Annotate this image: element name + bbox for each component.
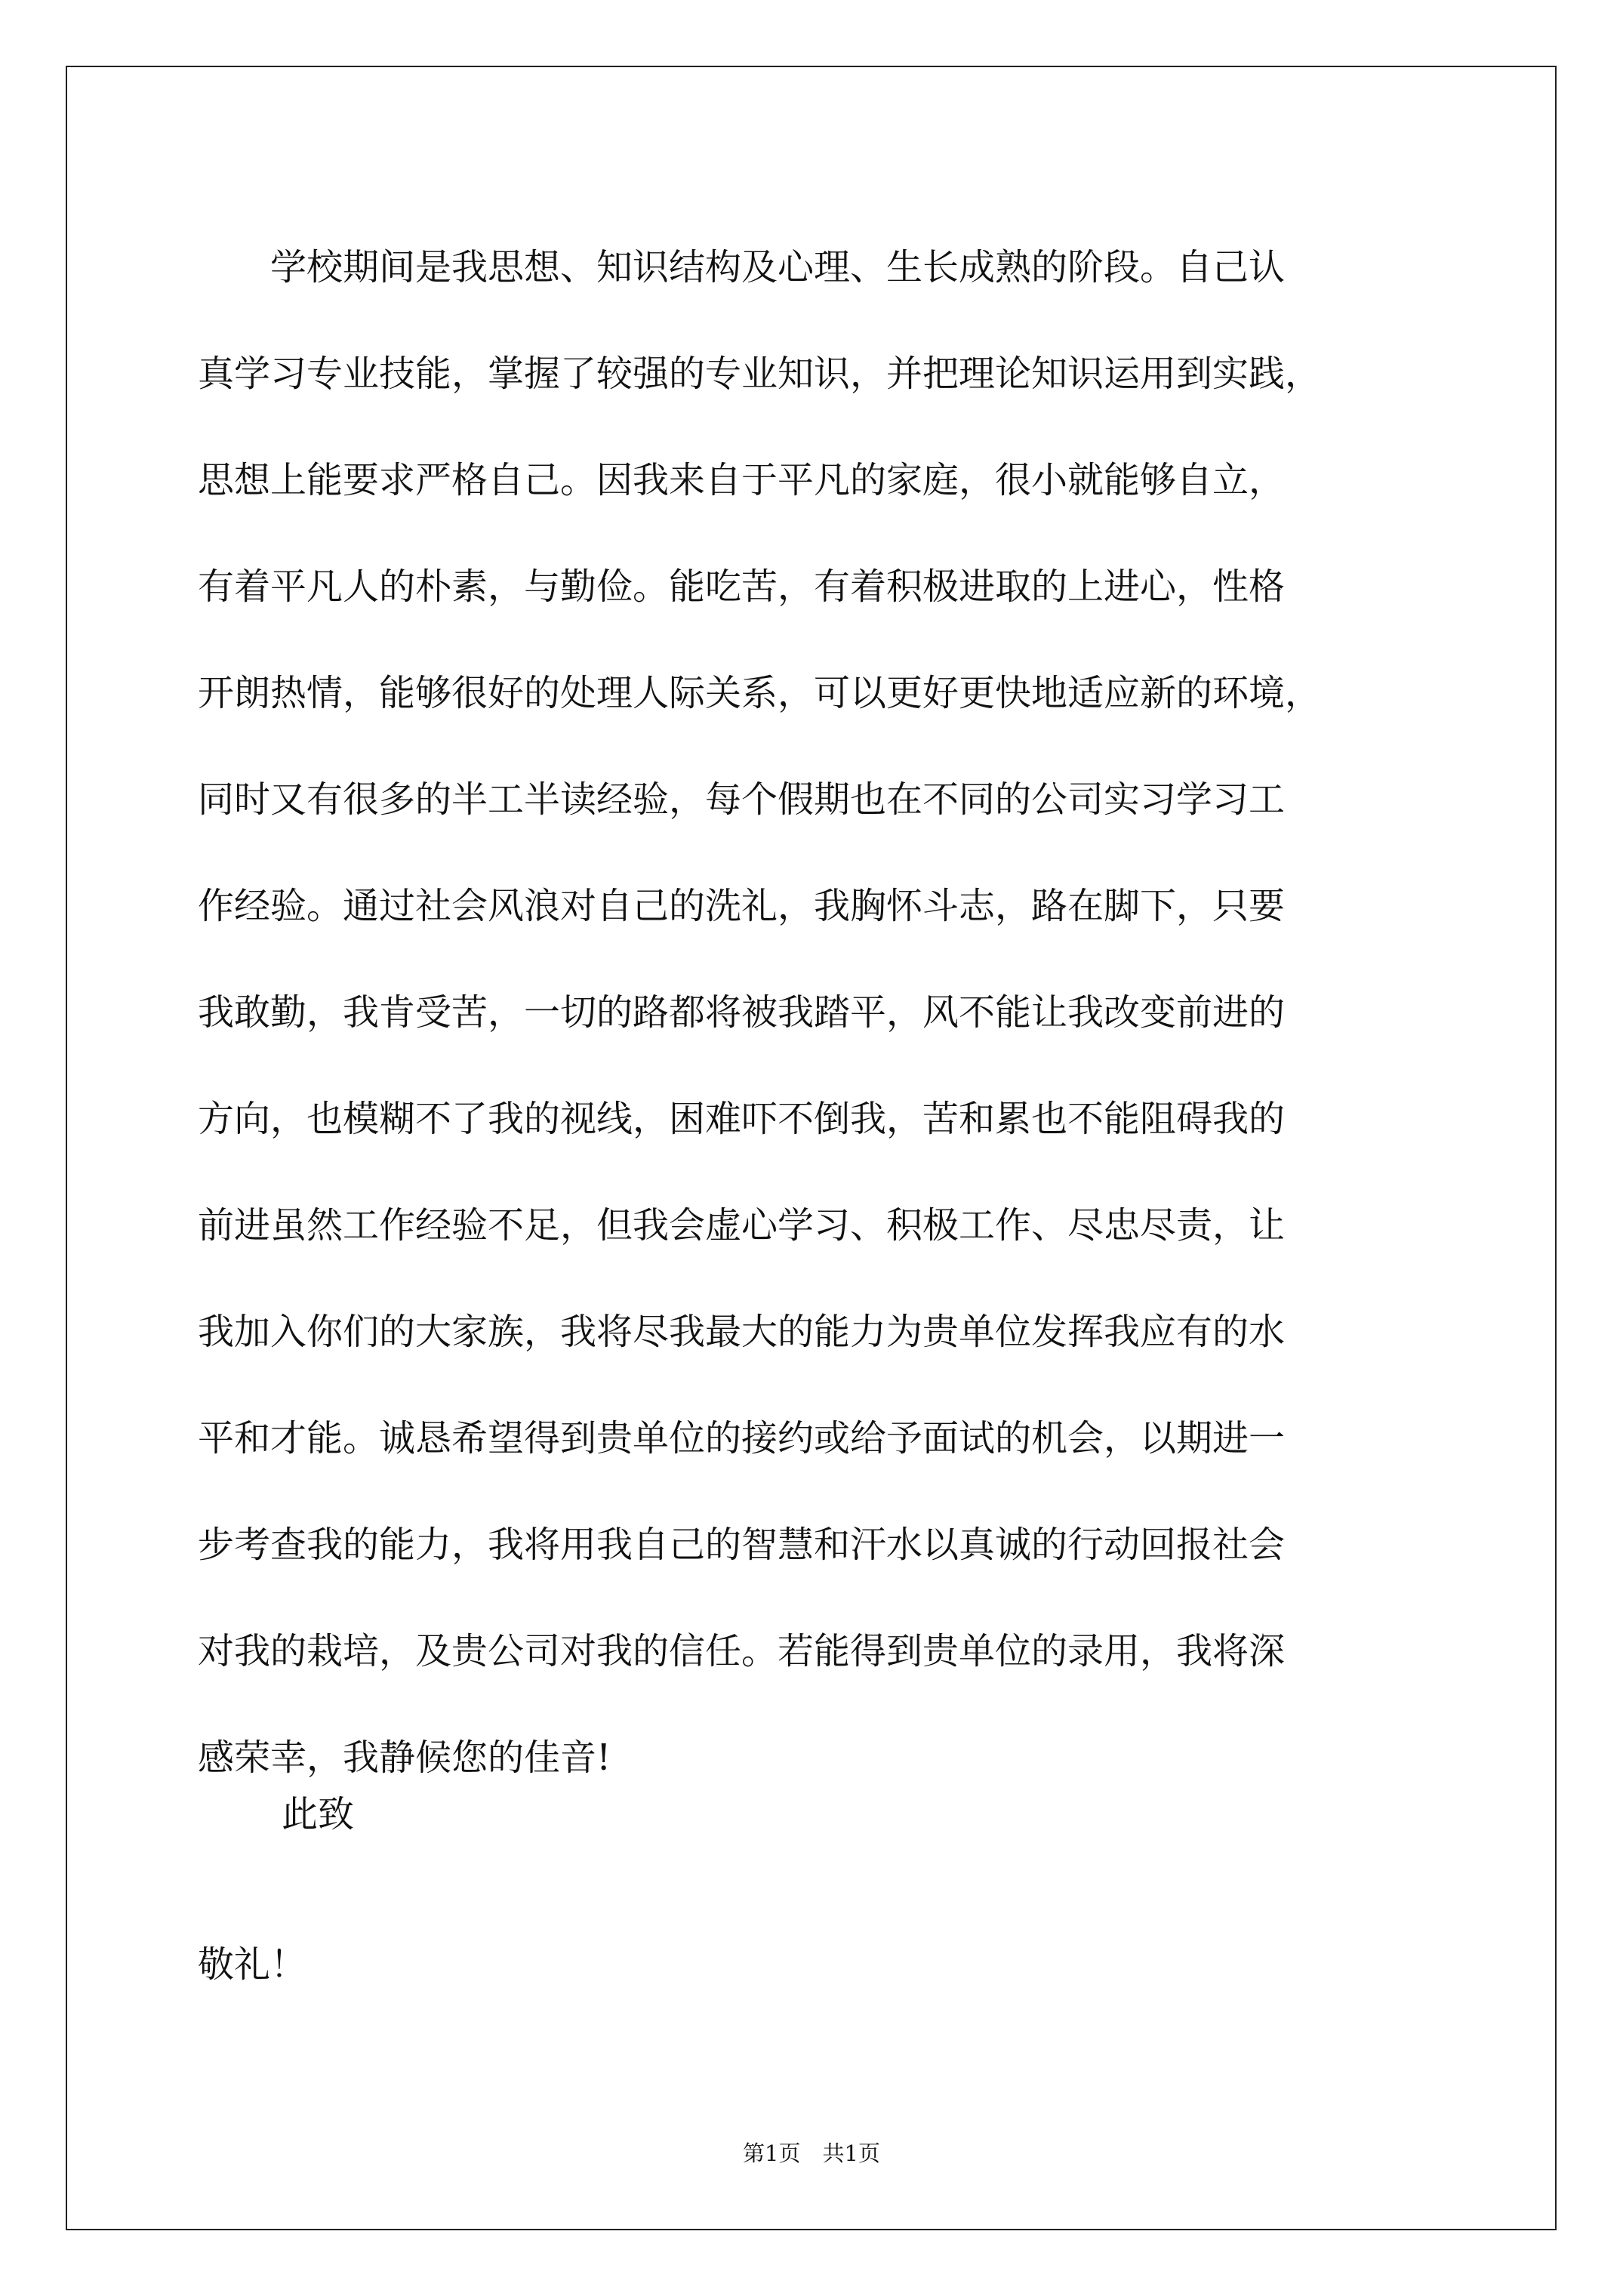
page-footer: 第1页 共1页 (743, 2140, 880, 2166)
body-line-3: 思想上能要求严格自己。因我来自于平凡的家庭，很小就能够自立， (198, 459, 1286, 501)
body-line-14: 对我的栽培，及贵公司对我的信任。若能得到贵单位的录用，我将深 (198, 1630, 1286, 1672)
body-line-15: 感荣幸，我静候您的佳音! (198, 1737, 611, 1779)
closing-salutation: 此致 (282, 1793, 355, 1835)
body-line-9: 方向，也模糊不了我的视线，困难吓不倒我，苦和累也不能阻碍我的 (198, 1098, 1286, 1140)
body-line-10: 前进虽然工作经验不足，但我会虚心学习、积极工作、尽忠尽责，让 (198, 1204, 1286, 1247)
body-line-5: 开朗热情，能够很好的处理人际关系，可以更好更快地适应新的环境， (198, 672, 1322, 714)
body-line-13: 步考查我的能力，我将用我自己的智慧和汗水以真诚的行动回报社会 (198, 1524, 1286, 1566)
body-line-8: 我敢勤，我肯受苦，一切的路都将被我踏平，风不能让我改变前进的 (198, 991, 1286, 1034)
body-line-7: 作经验。通过社会风浪对自己的洗礼，我胸怀斗志，路在脚下，只要 (198, 885, 1286, 927)
body-line-2: 真学习专业技能，掌握了较强的专业知识，并把理论知识运用到实践， (198, 353, 1322, 395)
closing-regards: 敬礼！ (198, 1943, 307, 1986)
body-line-1: 学校期间是我思想、知识结构及心理、生长成熟的阶段。自己认 (198, 246, 1286, 288)
body-line-6: 同时又有很多的半工半读经验，每个假期也在不同的公司实习学习工 (198, 778, 1286, 821)
body-line-11: 我加入你们的大家族，我将尽我最大的能力为贵单位发挥我应有的水 (198, 1311, 1286, 1353)
body-line-12: 平和才能。诚恳希望得到贵单位的接约或给予面试的机会，以期进一 (198, 1417, 1286, 1459)
letter-body (198, 214, 1436, 1811)
body-line-4: 有着平凡人的朴素，与勤俭。能吃苦，有着积极进取的上进心，性格 (198, 566, 1286, 608)
